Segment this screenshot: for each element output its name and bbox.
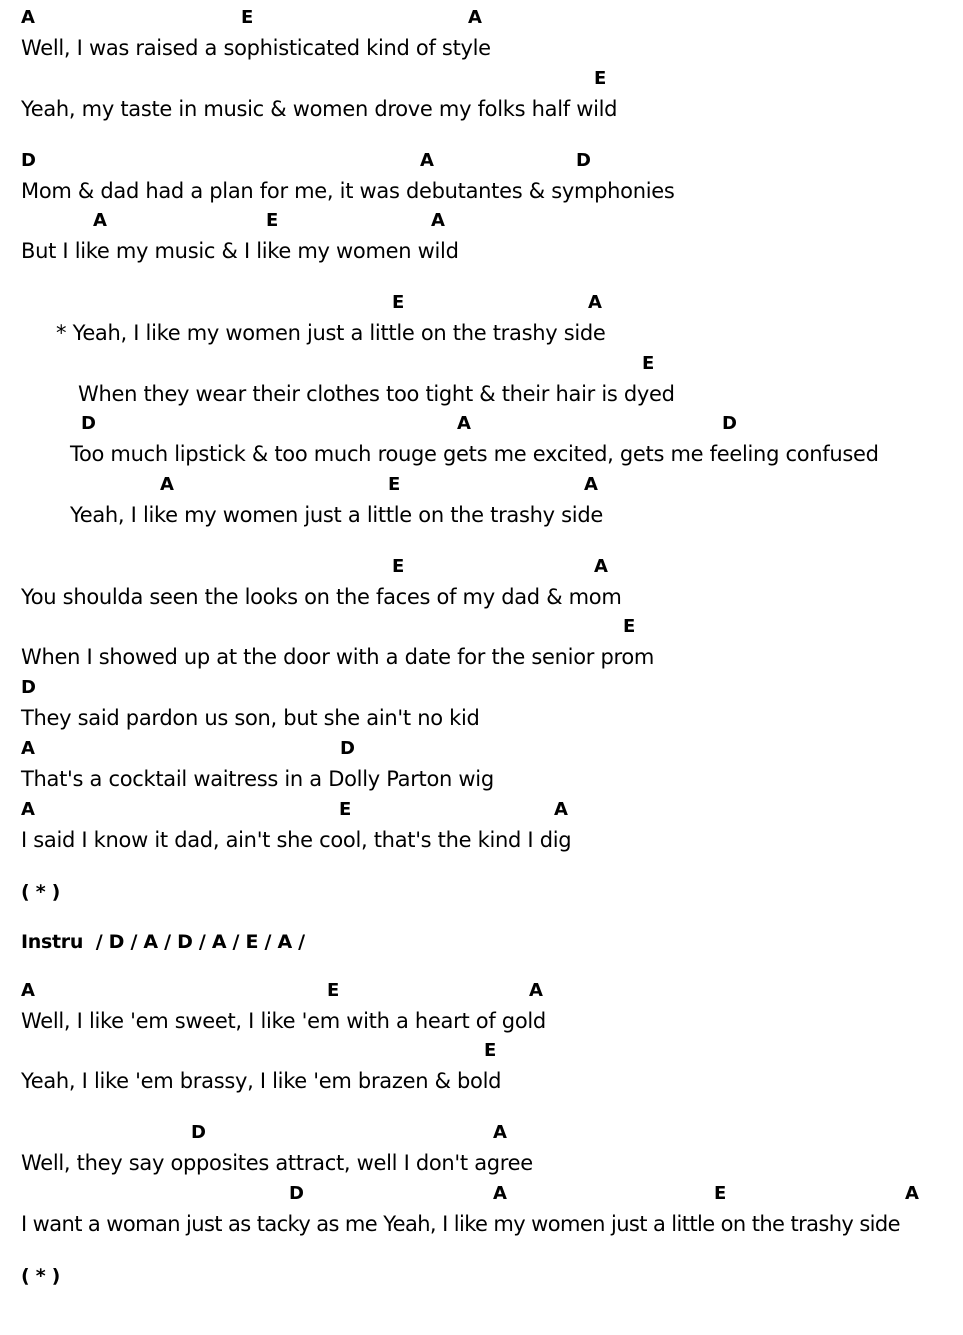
lyric-line: Yeah, my taste in music & women drove my folks half wild — [21, 97, 618, 121]
chord: E — [266, 210, 279, 231]
chorus-line: Yeah, I like my women just a little on the trashy side — [70, 503, 603, 527]
chord: A — [554, 799, 568, 820]
chord: E — [339, 799, 352, 820]
chord: A — [21, 980, 35, 1001]
chord: A — [431, 210, 445, 231]
instrumental-line: Instru / D / A / D / A / E / A / — [21, 931, 305, 953]
chord: A — [21, 799, 35, 820]
chord: D — [576, 150, 591, 171]
chord: D — [722, 413, 737, 434]
chord: E — [623, 616, 636, 637]
chord: A — [420, 150, 434, 171]
chord: E — [327, 980, 340, 1001]
chord: A — [468, 7, 482, 28]
chord: A — [529, 980, 543, 1001]
chorus-line: Too much lipstick & too much rouge gets me excited, gets me feeling confused — [70, 442, 879, 466]
chord: D — [191, 1122, 206, 1143]
lyric-line: Mom & dad had a plan for me, it was debutantes & symphonies — [21, 179, 675, 203]
chorus-marker: ( * ) — [21, 881, 61, 903]
chord: A — [594, 556, 608, 577]
chord: A — [93, 210, 107, 231]
chord: A — [493, 1122, 507, 1143]
lyric-line: Well, I was raised a sophisticated kind of style — [21, 36, 491, 60]
lyric-line: When I showed up at the door with a date for the senior prom — [21, 645, 655, 669]
chord: E — [714, 1183, 727, 1204]
chord: A — [584, 474, 598, 495]
chord: E — [594, 68, 607, 89]
lyric-line: Well, they say opposites attract, well I don't agree — [21, 1151, 533, 1175]
chord: D — [21, 150, 36, 171]
chord: D — [340, 738, 355, 759]
chord: D — [289, 1183, 304, 1204]
lyric-line: I said I know it dad, ain't she cool, that's the kind I dig — [21, 828, 572, 852]
lyric-line: They said pardon us son, but she ain't no kid — [21, 706, 480, 730]
chord: A — [588, 292, 602, 313]
chord: E — [642, 353, 655, 374]
chorus-line: * Yeah, I like my women just a little on the trashy side — [56, 321, 606, 345]
lyric-line: But I like my music & I like my women wild — [21, 239, 459, 263]
chord: A — [905, 1183, 919, 1204]
chord: A — [160, 474, 174, 495]
chord: A — [21, 738, 35, 759]
lyric-line: Well, I like 'em sweet, I like 'em with a heart of gold — [21, 1009, 546, 1033]
chord: E — [388, 474, 401, 495]
chord: A — [21, 7, 35, 28]
lyric-line: You shoulda seen the looks on the faces of my dad & mom — [21, 585, 622, 609]
chorus-line: When they wear their clothes too tight & their hair is dyed — [78, 382, 675, 406]
chorus-marker: ( * ) — [21, 1265, 61, 1287]
chord: A — [457, 413, 471, 434]
chord: E — [241, 7, 254, 28]
chord: D — [81, 413, 96, 434]
chord: D — [21, 677, 36, 698]
chord: E — [392, 292, 405, 313]
chord: E — [392, 556, 405, 577]
chord: E — [484, 1040, 497, 1061]
lyric-line: That's a cocktail waitress in a Dolly Parton wig — [21, 767, 494, 791]
lyric-line: Yeah, I like 'em brassy, I like 'em brazen & bold — [21, 1069, 502, 1093]
chord: A — [493, 1183, 507, 1204]
lyric-line: I want a woman just as tacky as me Yeah, I like my women just a little on the trashy side — [21, 1212, 900, 1236]
